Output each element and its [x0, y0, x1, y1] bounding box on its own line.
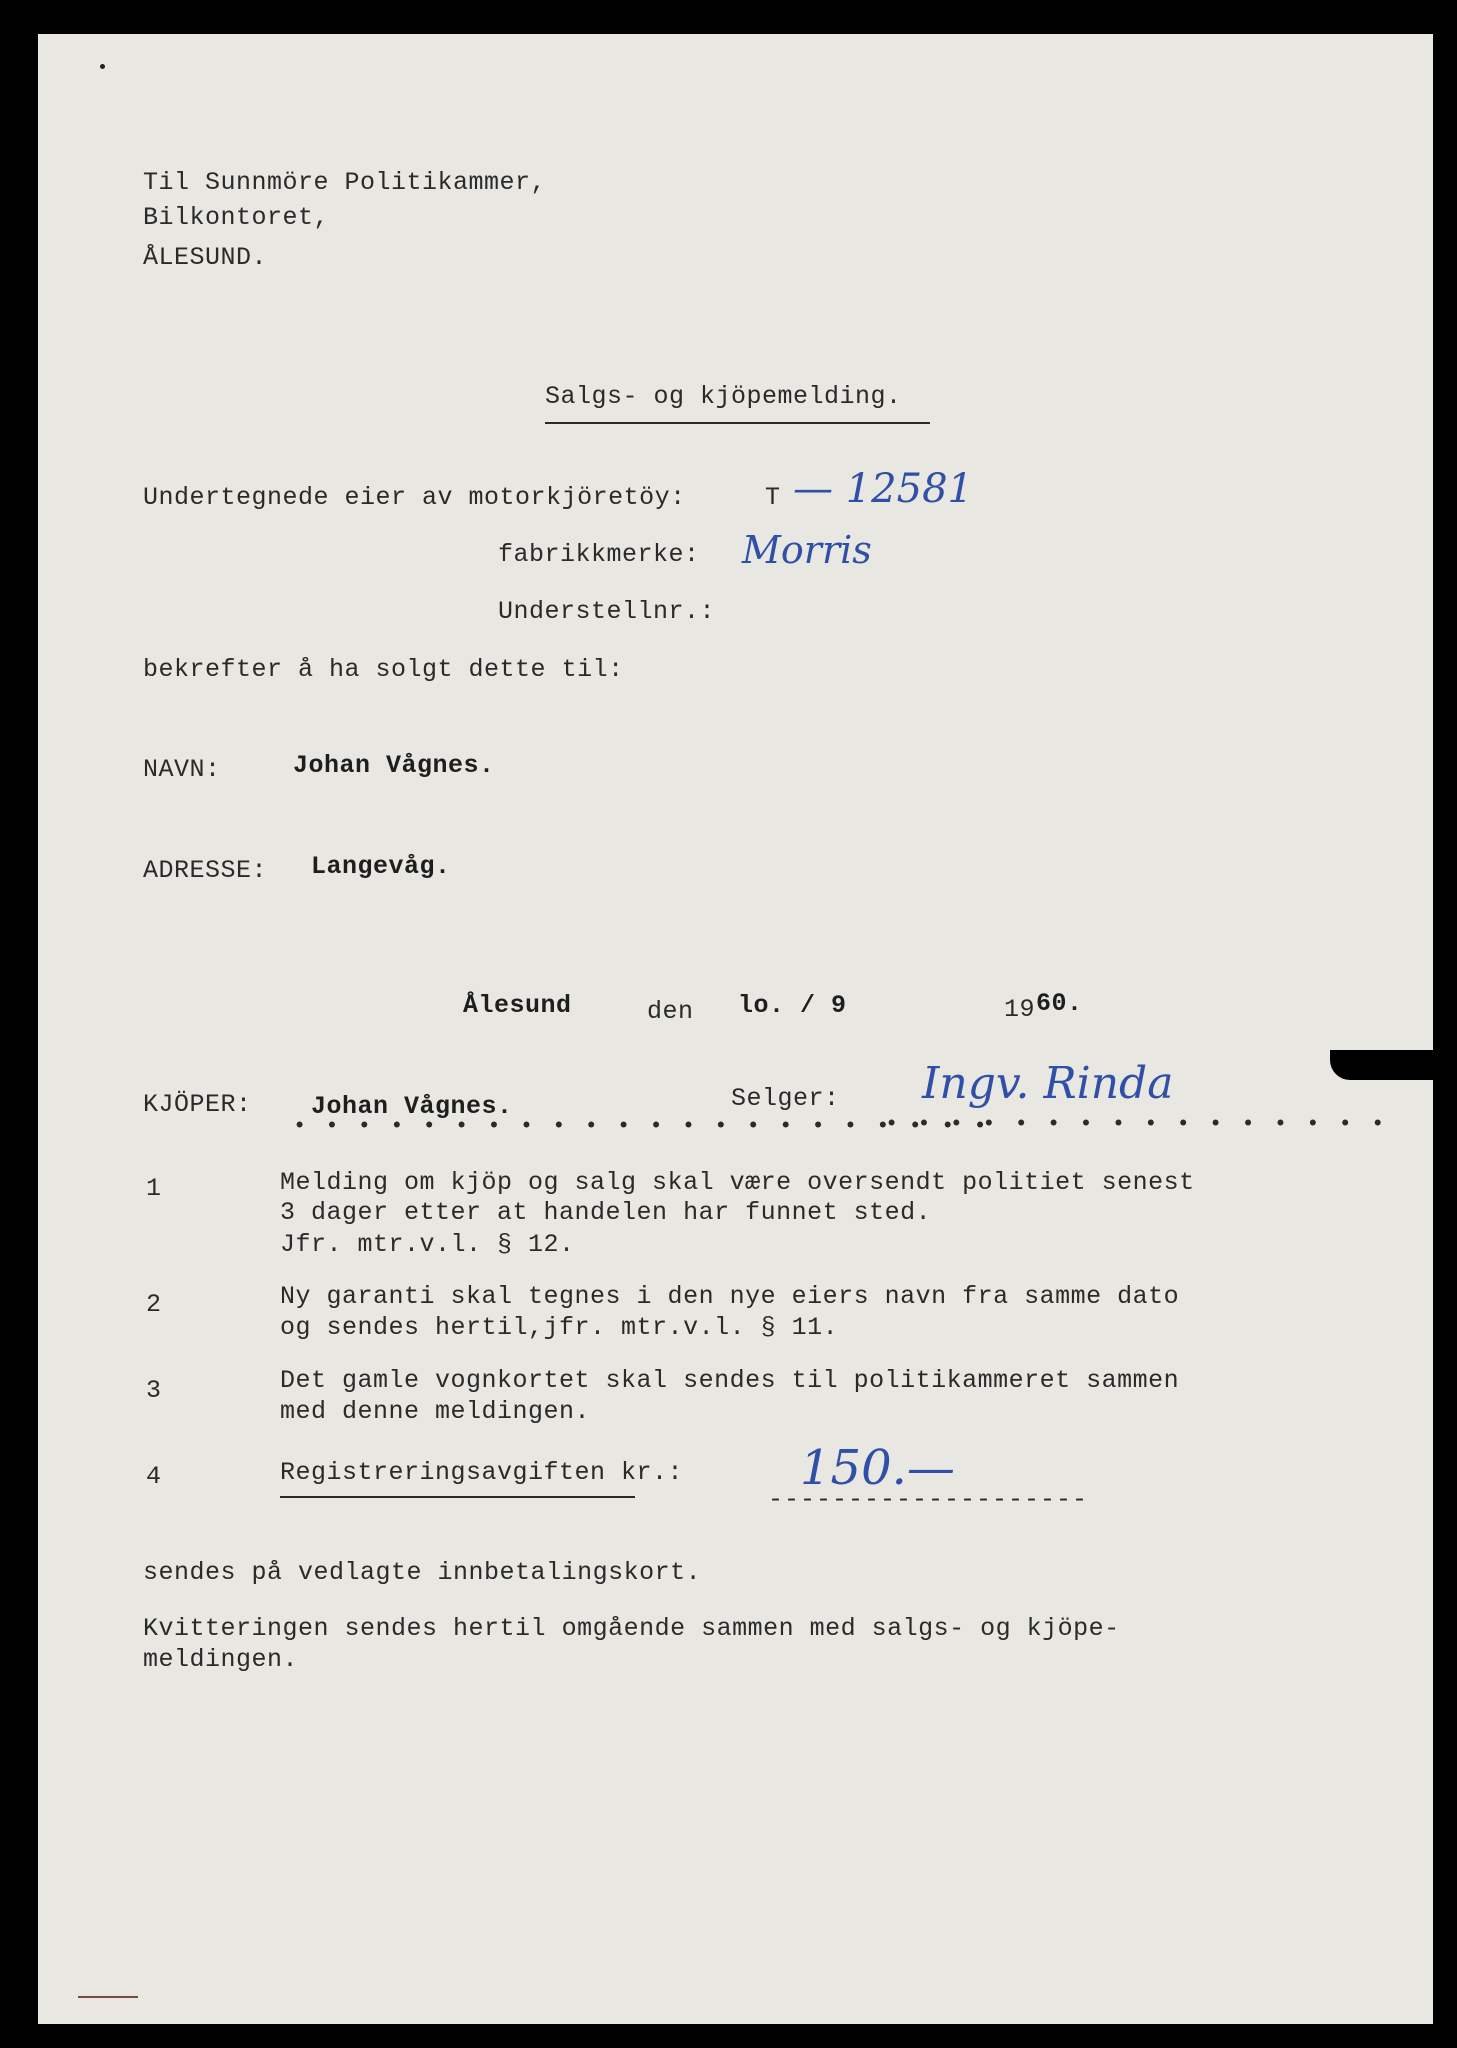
buyer-label: KJÖPER:: [143, 1090, 252, 1119]
rule-line: Melding om kjöp og salg skal være oversendt politiet senest: [280, 1168, 1195, 1197]
fee-value: 150.—: [800, 1440, 955, 1496]
bottom-mark: [78, 1996, 138, 1998]
reg-prefix: T: [765, 483, 781, 512]
make-label: fabrikkmerke:: [498, 540, 700, 569]
seller-signature: Ingv. Rinda: [922, 1058, 1174, 1109]
make-value: Morris: [742, 528, 872, 572]
rule-line: Jfr. mtr.v.l. § 12.: [280, 1230, 575, 1259]
date-day-month: lo. / 9: [738, 991, 847, 1020]
corner-mark: [100, 64, 105, 69]
name-value: Johan Vågnes.: [293, 751, 495, 780]
rule-line: 3 dager etter at handelen har funnet sted.: [280, 1198, 932, 1227]
seller-label: Selger:: [731, 1084, 840, 1113]
buyer-dotted-line: • • • • • • • • • • • • • • • • • • • • • •: [293, 1114, 990, 1139]
rule-line: og sendes hertil,jfr. mtr.v.l. § 11.: [280, 1313, 839, 1342]
chassis-label: Understellnr.:: [498, 597, 716, 626]
title-underline: [545, 422, 930, 424]
name-label: NAVN:: [143, 755, 221, 784]
document-page: [38, 34, 1433, 2024]
document-title: Salgs- og kjöpemelding.: [545, 382, 902, 411]
date-place: Ålesund: [463, 991, 572, 1020]
rule-line: med denne meldingen.: [280, 1397, 591, 1426]
fee-number: 4: [146, 1462, 162, 1491]
reg-number: — 12581: [793, 466, 973, 512]
footer-line-3: meldingen.: [143, 1645, 299, 1674]
rule-number: 1: [146, 1174, 162, 1203]
address-value: Langevåg.: [311, 852, 451, 881]
seller-dotted-line: • • • • • • • • • • • • • • • •: [885, 1112, 1388, 1137]
rule-line: Ny garanti skal tegnes i den nye eiers navn fra samme dato: [280, 1282, 1180, 1311]
rule-number: 2: [146, 1290, 162, 1319]
confirm-text: bekrefter å ha solgt dette til:: [143, 655, 624, 684]
fee-dash-line: --------------------: [768, 1485, 1089, 1514]
rule-line: Det gamle vognkortet skal sendes til politikammeret sammen: [280, 1366, 1180, 1395]
address-line-2: Bilkontoret,: [143, 203, 330, 232]
footer-line-1: sendes på vedlagte innbetalingskort.: [143, 1558, 702, 1587]
rule-number: 3: [146, 1376, 162, 1405]
footer-line-2: Kvitteringen sendes hertil omgående sammen med salgs- og kjöpe-: [143, 1614, 1120, 1643]
buyer-value: Johan Vågnes.: [311, 1092, 513, 1121]
owner-label: Undertegnede eier av motorkjöretöy:: [143, 483, 686, 512]
date-year-prefix: 19: [1004, 995, 1036, 1024]
paper-tear: [1330, 1050, 1457, 1080]
address-line-1: Til Sunnmöre Politikammer,: [143, 168, 547, 197]
date-den: den: [647, 997, 694, 1026]
fee-label-underline: [280, 1496, 635, 1498]
fee-label: Registreringsavgiften kr.:: [280, 1458, 684, 1487]
address-line-3: ÅLESUND.: [143, 243, 268, 272]
date-year-suffix: 60.: [1036, 989, 1083, 1018]
address-label: ADRESSE:: [143, 856, 268, 885]
